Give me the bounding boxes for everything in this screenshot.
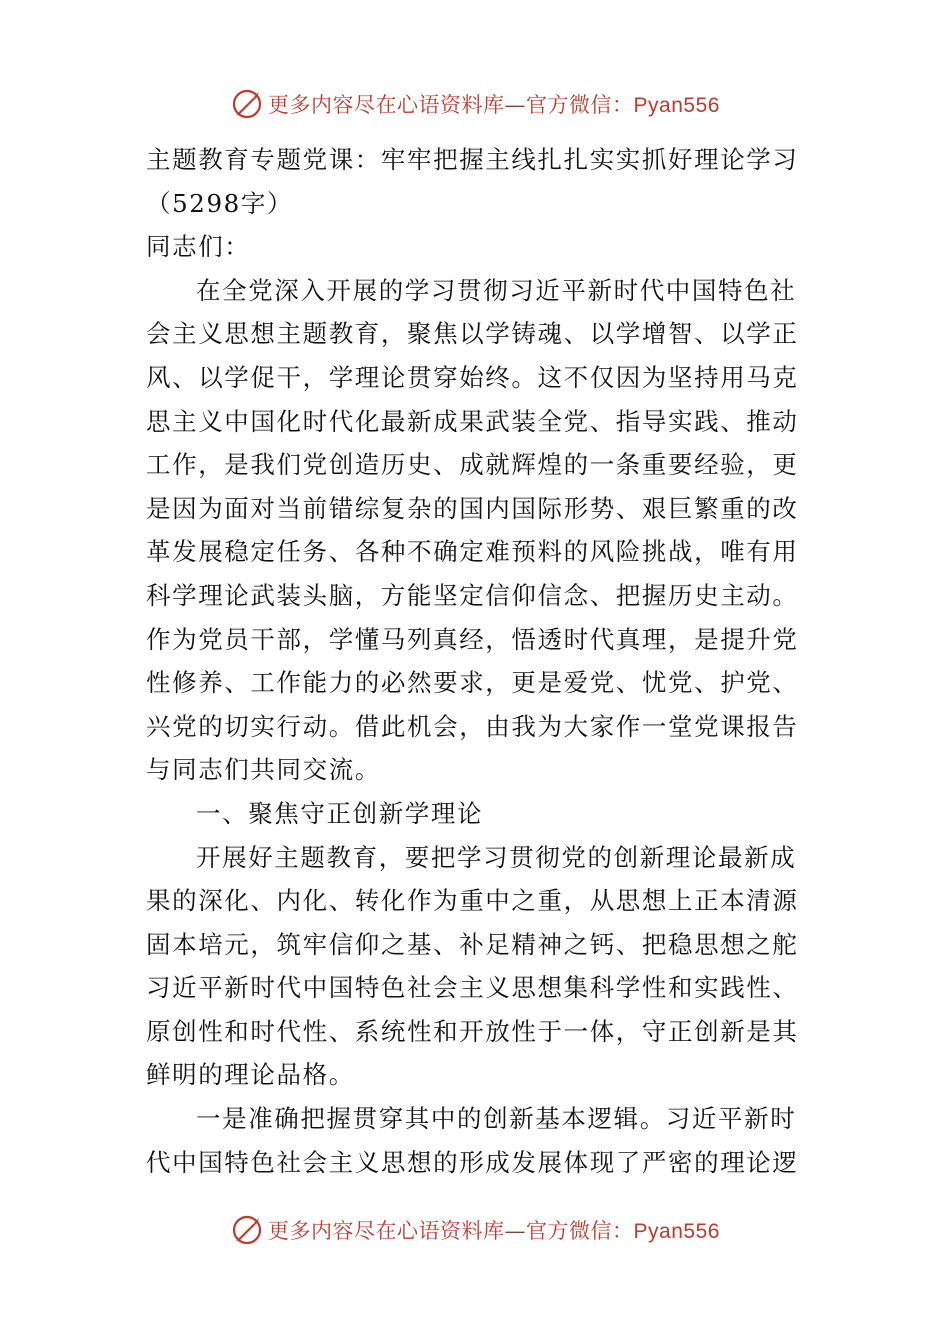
text-line: 是因为面对当前错综复杂的国内国际形势、艰巨繁重的改 — [146, 493, 799, 523]
watermark-wechat-label: 官方微信： — [526, 93, 634, 117]
text-line: 代中国特色社会主义思想的形成发展体现了严密的理论逻 — [146, 1147, 799, 1177]
text-line: 在全党深入开展的学习贯彻习近平新时代中国特色社 — [196, 275, 797, 305]
text-line: 开展好主题教育，要把学习贯彻党的创新理论最新成 — [196, 842, 797, 872]
text-line: 一、聚焦守正创新学理论 — [196, 798, 484, 828]
text-line: 鲜明的理论品格。 — [146, 1060, 355, 1090]
text-line: 与同志们共同交流。 — [146, 755, 381, 785]
text-line: 思主义中国化时代化最新成果武装全党、指导实践、推动 — [146, 406, 799, 436]
watermark-wechat-label: 官方微信： — [526, 1219, 634, 1243]
watermark-text — [268, 1215, 720, 1245]
text-line: 风、以学促干，学理论贯穿始终。这不仅因为坚持用马克 — [146, 362, 799, 392]
text-line: 原创性和时代性、系统性和开放性于一体，守正创新是其 — [146, 1016, 799, 1046]
text-line: 革发展稳定任务、各种不确定难预料的风险挑战，唯有用 — [146, 537, 799, 567]
watermark-dash: — — [504, 93, 527, 117]
watermark-site: 更多内容尽在心语资料库 — [268, 1219, 505, 1243]
document-title: 主题教育专题党课：牢牢把握主线扎扎实实抓好理论学习 — [146, 145, 799, 174]
watermark-site: 更多内容尽在心语资料库 — [268, 93, 505, 117]
watermark-text — [268, 89, 720, 119]
quill-logo-icon — [230, 1213, 264, 1247]
text-line: 固本培元，筑牢信仰之基、补足精神之钙、把稳思想之舵 — [146, 929, 799, 959]
footer-watermark — [0, 1210, 950, 1250]
text-line: 性修养、工作能力的必然要求，更是爱党、忧党、护党、 — [146, 668, 799, 698]
quill-logo-icon — [230, 87, 264, 121]
document-body — [146, 138, 806, 1184]
text-line: 习近平新时代中国特色社会主义思想集科学性和实践性、 — [146, 973, 799, 1003]
text-line: 果的深化、内化、转化作为重中之重，从思想上正本清源 — [146, 886, 799, 916]
text-line: 兴党的切实行动。借此机会，由我为大家作一堂党课报告 — [146, 711, 799, 741]
text-line: 同志们： — [146, 232, 251, 262]
text-line: 作为党员干部，学懂马列真经，悟透时代真理，是提升党 — [146, 624, 799, 654]
header-watermark — [0, 84, 950, 124]
text-line: 科学理论武装头脑，方能坚定信仰信念、把握历史主动。 — [146, 580, 799, 610]
watermark-wechat-id: Pyan556 — [633, 94, 720, 117]
watermark-dash: — — [504, 1219, 527, 1243]
text-line: （5298字） — [146, 188, 294, 218]
text-line: 一是准确把握贯穿其中的创新基本逻辑。习近平新时 — [196, 1104, 797, 1134]
text-line: 会主义思想主题教育，聚焦以学铸魂、以学增智、以学正 — [146, 319, 799, 349]
text-line: 工作，是我们党创造历史、成就辉煌的一条重要经验，更 — [146, 450, 799, 480]
watermark-wechat-id: Pyan556 — [633, 1220, 720, 1243]
